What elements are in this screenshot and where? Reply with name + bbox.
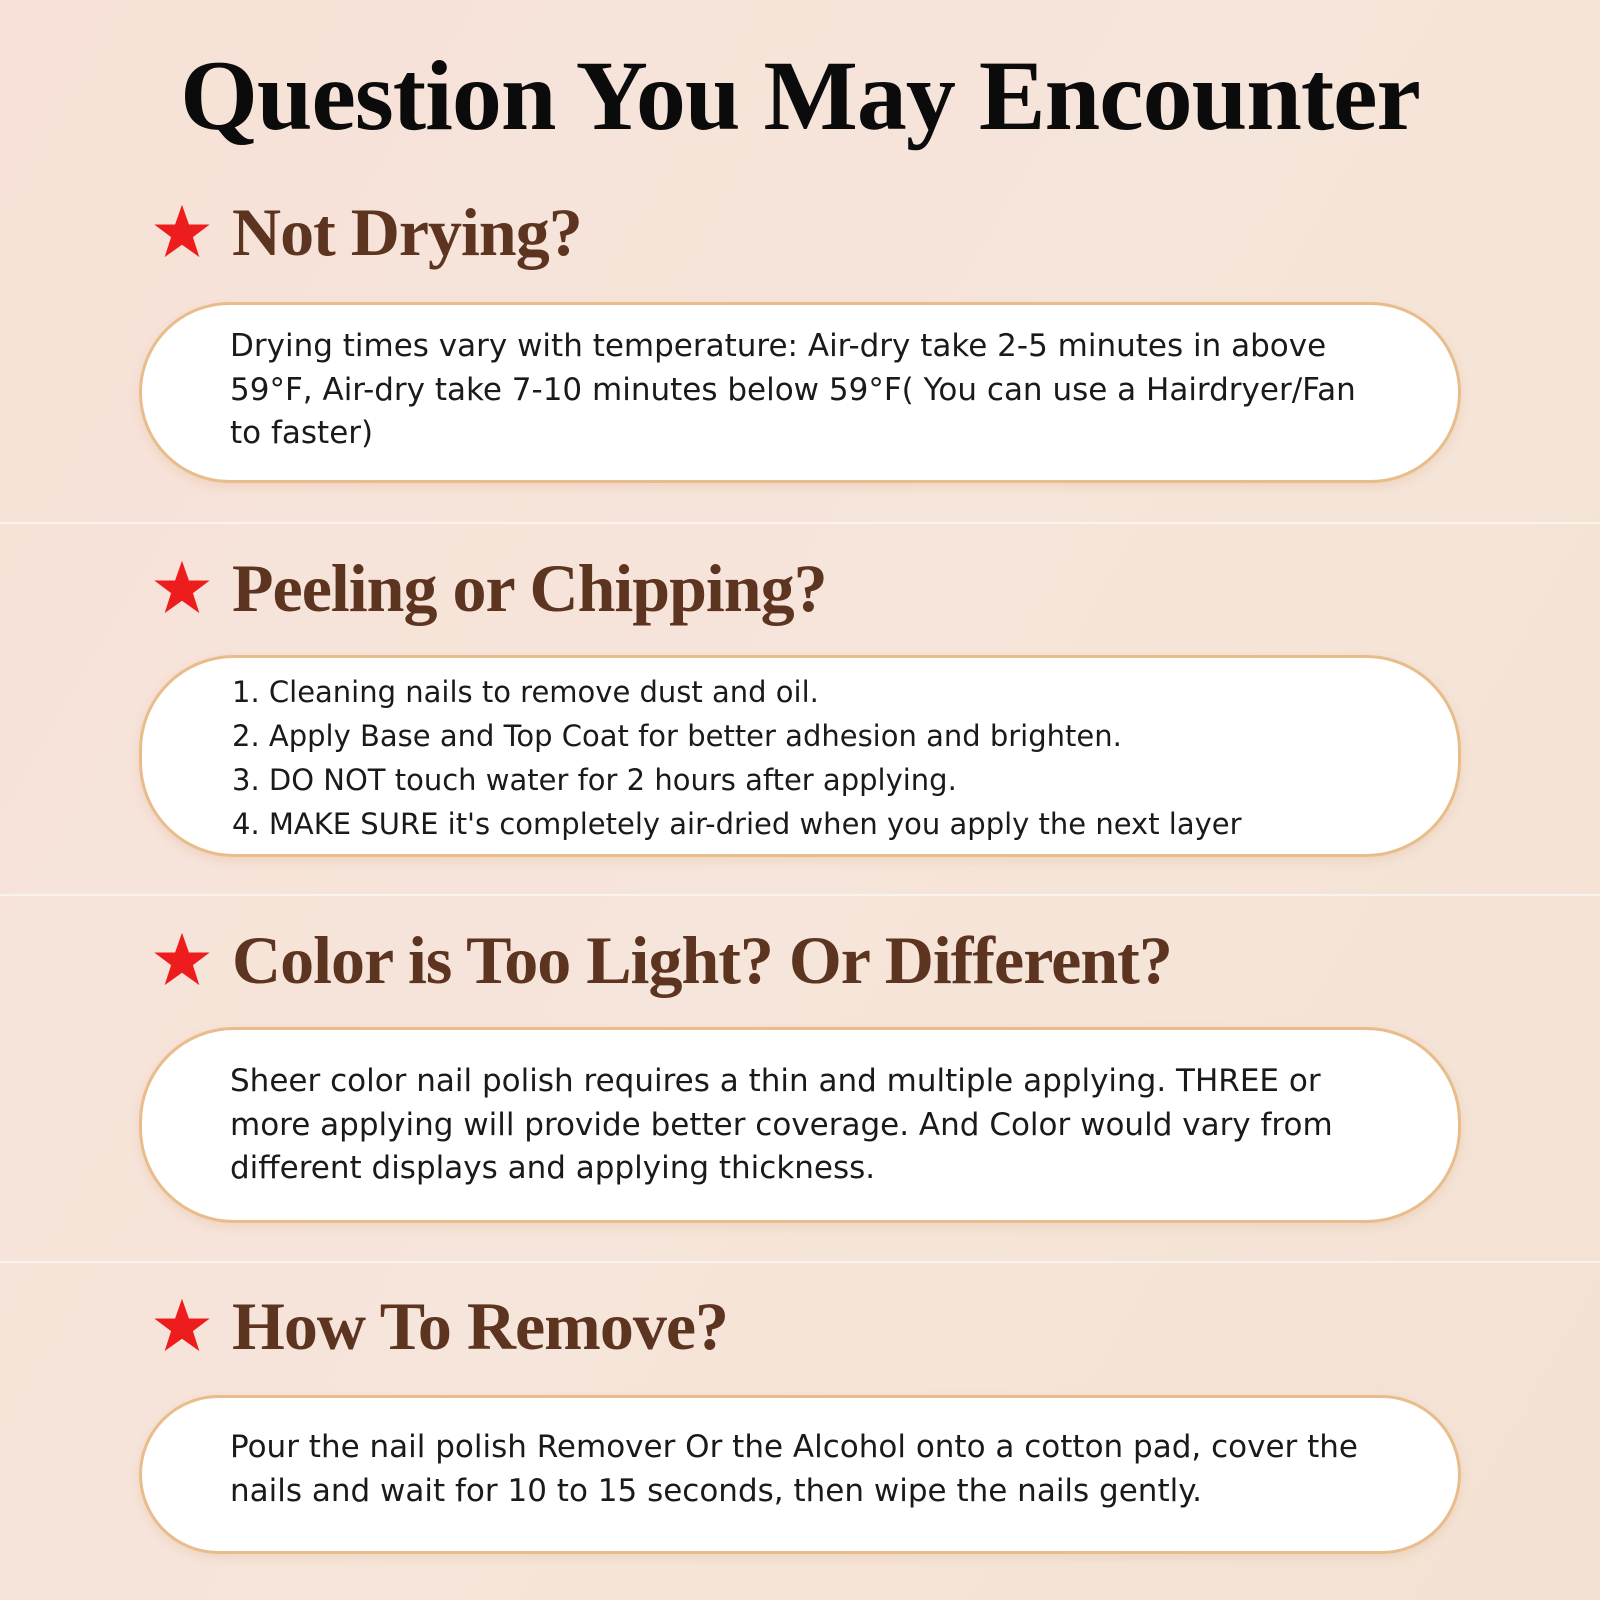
star-icon [150,928,214,992]
answer-card-peeling-or-chipping [139,655,1461,857]
step-item: 3. DO NOT touch water for 2 hours after applying. [232,763,957,797]
section-heading-how-to-remove [150,1286,728,1366]
page-title: Question You May Encounter [180,40,1420,151]
answer-text: Pour the nail polish Remover Or the Alcohol onto a cotton pad, cover the nails and wait for 10 to 15 seconds, then wipe the nails gently. [230,1429,1359,1509]
section-heading-peeling-or-chipping [150,548,827,628]
step-item: 2. Apply Base and Top Coat for better adhesion and brighten. [232,719,1122,753]
step-item: 4. MAKE SURE it's completely air-dried when you apply the next layer [232,807,1242,841]
section-heading-text: Not Drying? [232,193,582,270]
section-heading-text: How To Remove? [232,1287,728,1364]
answer-card-color-too-light [139,1027,1461,1223]
star-icon [150,200,214,264]
section-divider [0,1261,1600,1263]
answer-text: Drying times vary with temperature: Air-dry take 2-5 minutes in above 59°F, Air-dry take 7-10 minutes below 59°F( You can use a Hairdryer/Fan to faster) [230,328,1356,451]
steps-list [232,670,1398,846]
star-icon [150,556,214,620]
section-heading-color-too-light [150,920,1172,1000]
answer-text: Sheer color nail polish requires a thin and multiple applying. THREE or more applying will provide better coverage. And Color would vary from different displays and applying thickness. [230,1063,1333,1186]
section-divider [0,894,1600,896]
section-heading-not-drying [150,192,582,272]
answer-card-not-drying [139,302,1461,483]
section-heading-text: Peeling or Chipping? [232,549,827,626]
answer-card-how-to-remove [139,1395,1461,1554]
section-heading-text: Color is Too Light? Or Different? [232,921,1172,998]
star-icon [150,1294,214,1358]
section-divider [0,522,1600,524]
step-item: 1. Cleaning nails to remove dust and oil. [232,675,819,709]
